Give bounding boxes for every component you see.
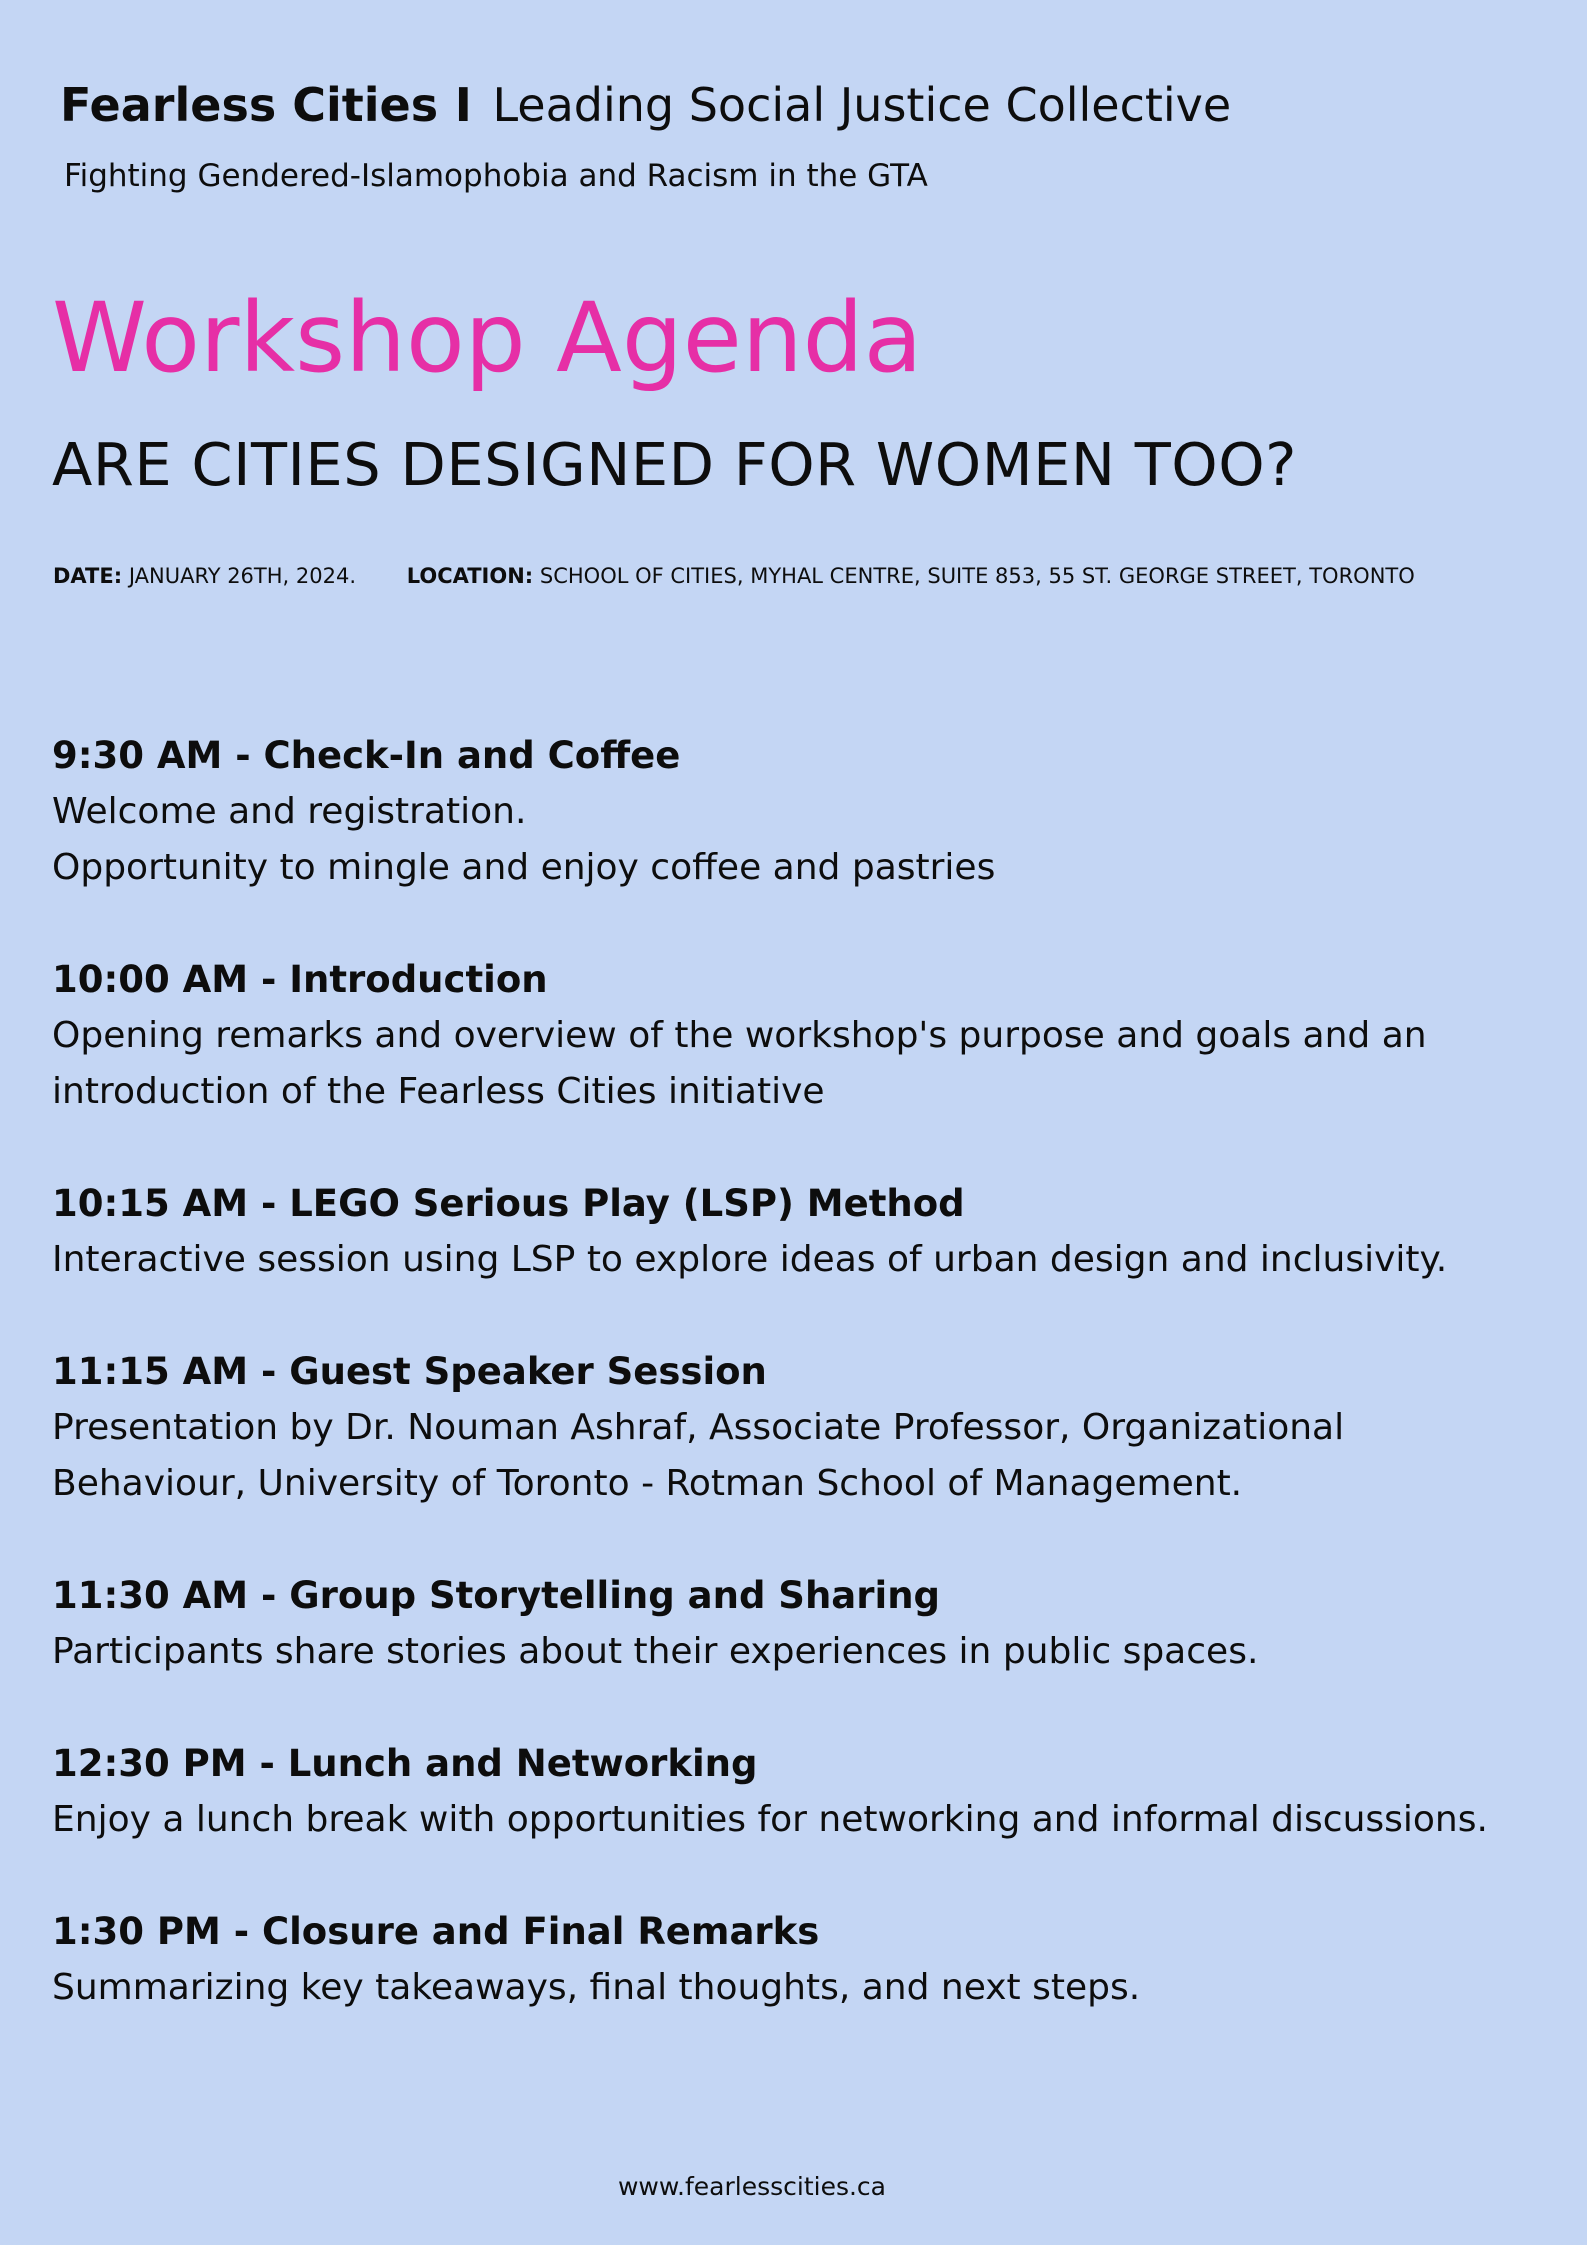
agenda-item-heading: 11:30 AM - Group Storytelling and Sharing [52, 1574, 941, 1617]
agenda-item-description: Presentation by Dr. Nouman Ashraf, Associate Professor, Organizational Behaviour, University of Toronto - Rotman School of Management. [52, 1407, 1345, 1504]
agenda-item-heading: 1:30 PM - Closure and Final Remarks [52, 1910, 820, 1953]
agenda-item [52, 1344, 1552, 1512]
event-meta [53, 564, 1415, 588]
agenda-item-description: Welcome and registration. Opportunity to mingle and enjoy coffee and pastries [52, 791, 996, 888]
agenda-item-heading: 9:30 AM - Check-In and Coffee [52, 734, 681, 777]
agenda-item-heading: 10:00 AM - Introduction [52, 958, 548, 1001]
agenda-item-heading: 10:15 AM - LEGO Serious Play (LSP) Method [52, 1182, 965, 1225]
location-group [407, 564, 1415, 588]
org-header [60, 78, 1231, 132]
agenda-item [52, 728, 1552, 896]
agenda-item-description: Interactive session using LSP to explore ideas of urban design and inclusivity. [52, 1239, 1448, 1280]
location-value: SCHOOL OF CITIES, MYHAL CENTRE, SUITE 853, 55 ST. GEORGE STREET, TORONTO [539, 564, 1415, 588]
agenda-item-description: Participants share stories about their experiences in public spaces. [52, 1631, 1259, 1672]
footer-url: www.fearlesscities.ca [617, 2172, 886, 2201]
agenda-item [52, 1736, 1552, 1848]
date-value: JANUARY 26TH, 2024. [128, 564, 357, 588]
tagline: Fighting Gendered-Islamophobia and Racism in the GTA [64, 158, 928, 194]
agenda-item-description: Summarizing key takeaways, final thoughts, and next steps. [52, 1967, 1141, 2008]
agenda-item [52, 952, 1552, 1120]
agenda-item [52, 1568, 1552, 1680]
agenda-item [52, 1904, 1552, 2016]
org-name: Fearless Cities [60, 78, 439, 132]
workshop-question: ARE CITIES DESIGNED FOR WOMEN TOO? [52, 430, 1297, 499]
agenda-item [52, 1176, 1552, 1288]
collective-name: Leading Social Justice Collective [492, 78, 1232, 132]
agenda-item-heading: 11:15 AM - Guest Speaker Session [52, 1350, 767, 1393]
agenda-list [52, 728, 1552, 2072]
date-group [53, 564, 363, 588]
agenda-item-description: Enjoy a lunch break with opportunities for networking and informal discussions. [52, 1799, 1488, 1840]
agenda-item-description: Opening remarks and overview of the workshop's purpose and goals and an introduction of the Fearless Cities initiative [52, 1015, 1427, 1112]
agenda-item-heading: 12:30 PM - Lunch and Networking [52, 1742, 758, 1785]
location-label: LOCATION: [406, 564, 534, 588]
page-title: Workshop Agenda [52, 282, 923, 394]
date-label: DATE: [53, 564, 123, 588]
header-separator: I [454, 78, 472, 132]
